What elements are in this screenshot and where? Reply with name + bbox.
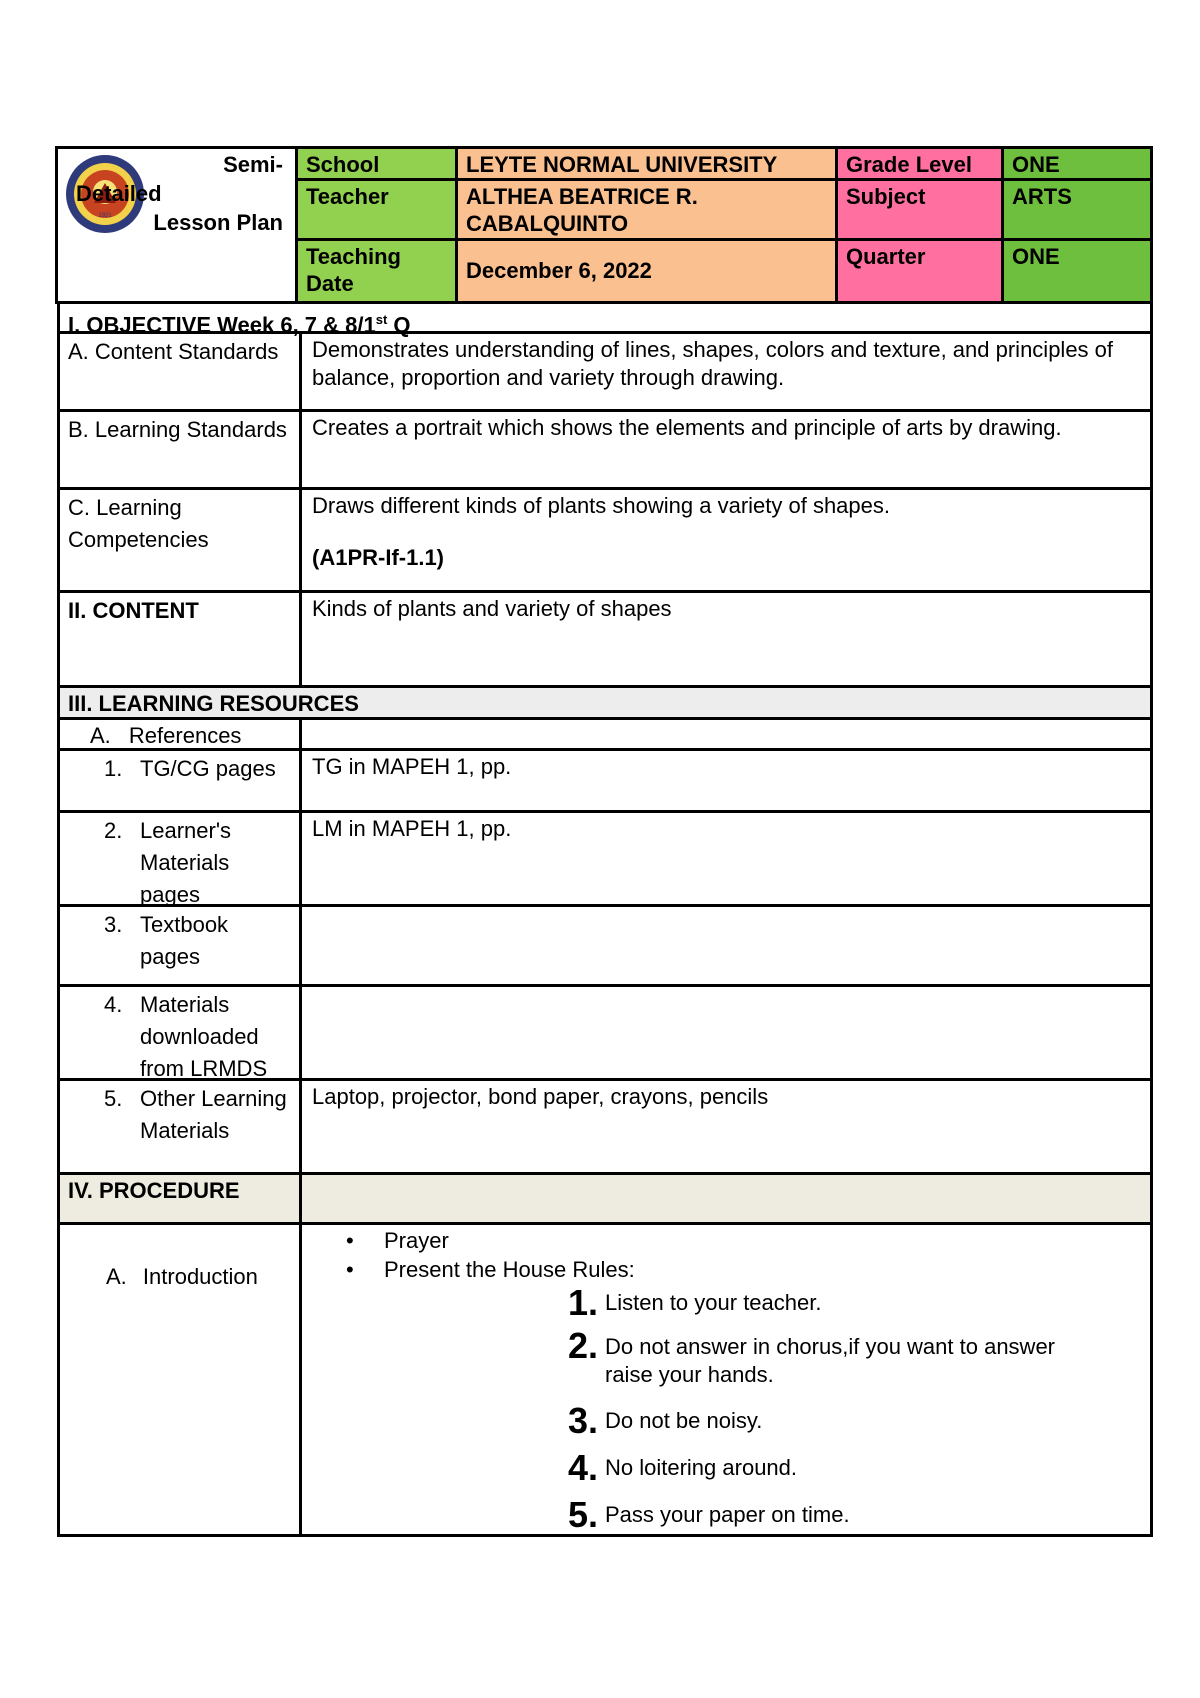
resources-heading: III. LEARNING RESOURCES — [68, 691, 359, 716]
references-label-cell — [60, 720, 302, 748]
resource-row-2 — [57, 813, 1153, 907]
content-label: II. CONTENT — [60, 593, 302, 685]
quarter-value: ONE — [1004, 241, 1150, 301]
bullet-dot-icon: • — [346, 1228, 354, 1253]
objective-heading-row — [57, 304, 1153, 338]
resource-label-1: 1. TG/CG pages — [60, 751, 302, 810]
learning-standards-value: Creates a portrait which shows the elements and principle of arts by drawing. — [312, 415, 1062, 440]
objective-heading: I. OBJECTIVE Week 6, 7 & 8/1st Q — [68, 312, 411, 338]
rule-number: 2. — [568, 1325, 599, 1366]
references-value — [302, 720, 1150, 748]
rule-text: Pass your paper on time. — [605, 1502, 850, 1527]
learning-standards-label: B. Learning Standards — [60, 412, 302, 487]
procedure-heading-row — [57, 1175, 1153, 1225]
bullet-item: Present the House Rules: — [384, 1257, 635, 1282]
learning-competencies-label: C. Learning Competencies — [60, 490, 302, 590]
resource-row-5 — [57, 1081, 1153, 1175]
content-standards-row — [57, 334, 1153, 412]
resource-label-4: 4. Materials downloaded from LRMDS — [60, 987, 302, 1078]
content-row — [57, 593, 1153, 688]
rule-text: No loitering around. — [605, 1455, 798, 1480]
introduction-label: Introduction — [142, 1264, 258, 1289]
introduction-num: A. — [106, 1264, 127, 1289]
resource-label-2: 2. Learner's Materials pages — [60, 813, 302, 904]
school-value: LEYTE NORMAL UNIVERSITY — [458, 149, 835, 178]
quarter-label: Quarter — [838, 241, 1001, 301]
resource-label-3: 3. Textbook pages — [60, 907, 302, 984]
resource-value-5: Laptop, projector, bond paper, crayons, pencils — [312, 1084, 769, 1109]
bullet-item: Prayer — [384, 1228, 449, 1253]
teacher-label: Teacher — [298, 181, 455, 238]
teaching-date-label: Teaching Date — [298, 241, 455, 301]
subject-label: Subject — [838, 181, 1001, 238]
title-line-1: Semi- — [223, 152, 283, 177]
learning-competencies-cell — [302, 490, 1150, 590]
resource-row-1 — [57, 751, 1153, 813]
svg-text:1921: 1921 — [98, 213, 112, 219]
resource-row-4 — [57, 987, 1153, 1081]
bullet-dot-icon: • — [346, 1257, 354, 1282]
content-value: Kinds of plants and variety of shapes — [312, 596, 672, 621]
content-standards-value: Demonstrates understanding of lines, shapes, colors and texture, and principles of balance, proportion and variety through drawing. — [312, 337, 1114, 390]
rule-number: 1. — [568, 1282, 599, 1323]
rule-text: Listen to your teacher. — [605, 1290, 822, 1315]
subject-value: ARTS — [1004, 181, 1150, 238]
school-label: School — [298, 149, 455, 178]
rule-text: Do not answer in chorus,if you want to answer raise your hands. — [605, 1334, 1056, 1387]
rule-number: 4. — [568, 1447, 599, 1488]
learning-competencies-row — [57, 490, 1153, 593]
learning-competencies-value: Draws different kinds of plants showing a variety of shapes. — [312, 493, 891, 518]
resource-value-2: LM in MAPEH 1, pp. — [312, 816, 512, 841]
grade-level-value: ONE — [1004, 149, 1150, 178]
resource-value-3 — [302, 907, 1150, 984]
title-block — [58, 149, 295, 301]
resource-label-5: 5. Other Learning Materials — [60, 1081, 302, 1172]
rule-number: 5. — [568, 1494, 599, 1535]
resource-value-4 — [302, 987, 1150, 1078]
teacher-value: ALTHEA BEATRICE R. CABALQUINTO — [458, 181, 835, 238]
introduction-content — [302, 1225, 1150, 1534]
learning-competencies-code: (A1PR-If-1.1) — [312, 545, 445, 570]
rule-text: Do not be noisy. — [605, 1408, 763, 1433]
references-num: A. — [90, 723, 111, 748]
resource-row-3 — [57, 907, 1153, 987]
references-row — [57, 720, 1153, 751]
resource-value-1: TG in MAPEH 1, pp. — [312, 754, 512, 779]
title-line-2: Detailed — [76, 181, 162, 206]
introduction-row — [57, 1225, 1153, 1537]
references-label: References — [128, 723, 242, 748]
title-line-3: Lesson Plan — [153, 210, 283, 235]
header-table — [55, 146, 1153, 304]
content-standards-label: A. Content Standards — [60, 334, 302, 409]
introduction-label-cell — [60, 1225, 302, 1534]
grade-level-label: Grade Level — [838, 149, 1001, 178]
resources-heading-row — [57, 688, 1153, 720]
procedure-heading: IV. PROCEDURE — [60, 1175, 302, 1222]
rule-number: 3. — [568, 1400, 599, 1441]
teaching-date-value: December 6, 2022 — [458, 241, 835, 301]
learning-standards-row — [57, 412, 1153, 490]
